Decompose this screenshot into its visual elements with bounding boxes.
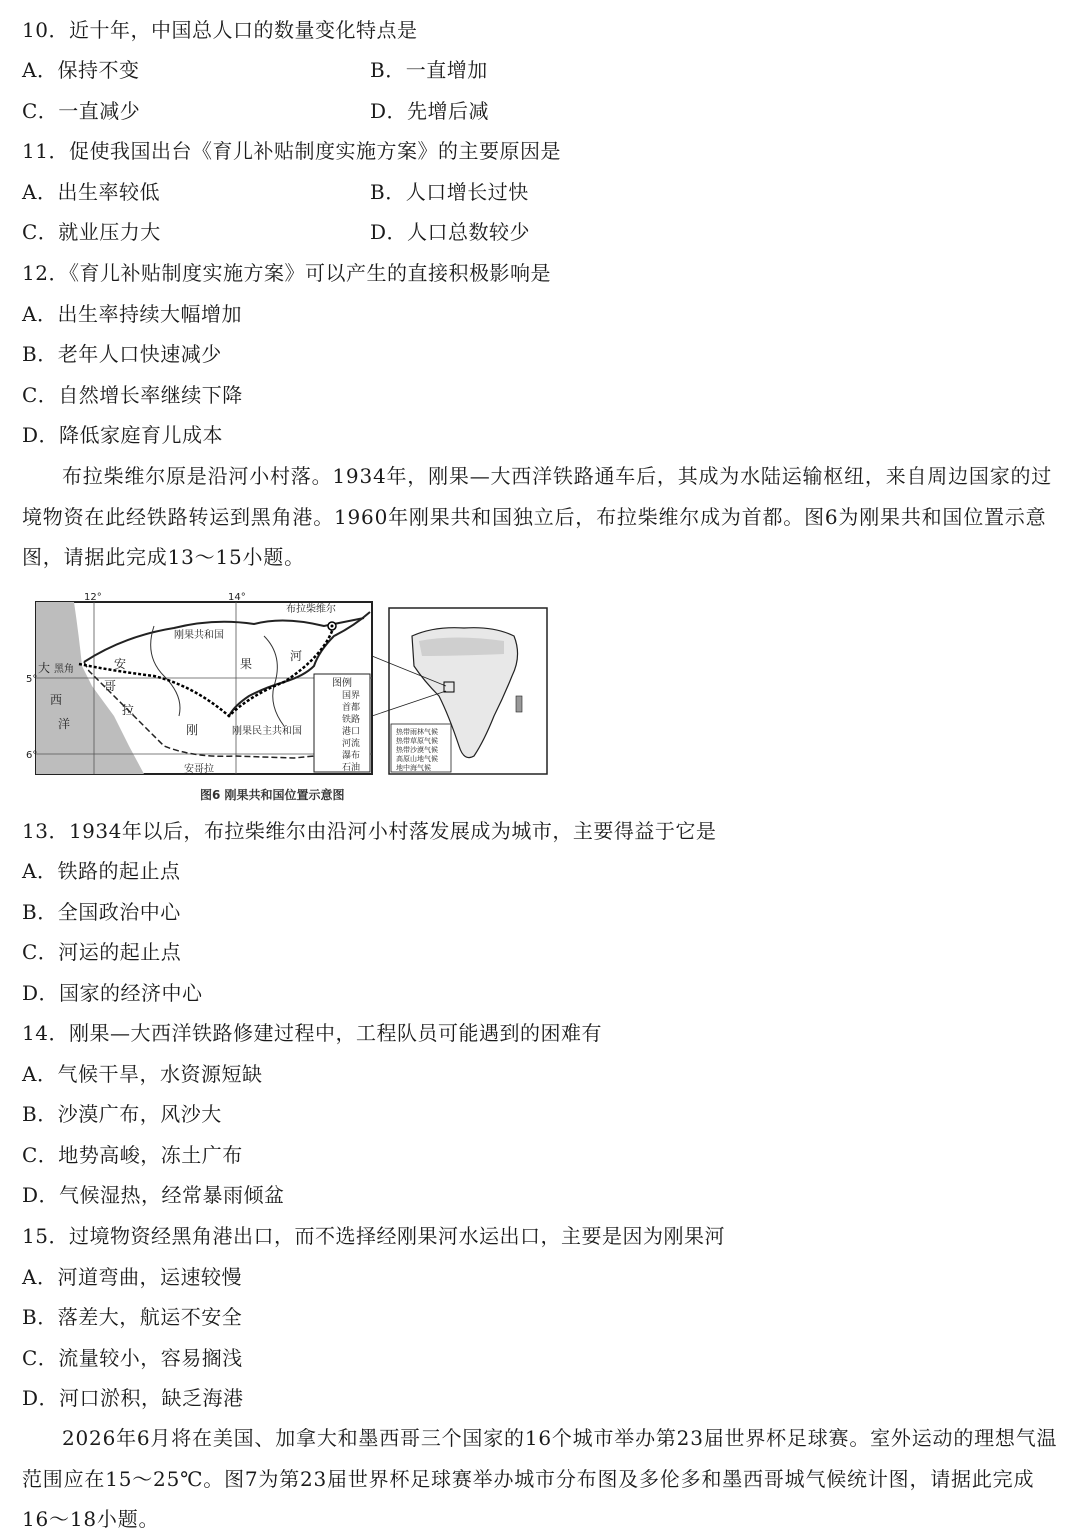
lat-5-label: 5°	[26, 674, 38, 685]
climate-legend-1: 热带雨林气候	[396, 728, 438, 736]
climate-legend-3: 热带沙漠气候	[396, 746, 438, 754]
label-gang: 刚	[186, 723, 199, 737]
q15-stem: 15．过境物资经黑角港出口，而不选择经刚果河水运出口，主要是因为刚果河	[22, 1224, 725, 1248]
legend-title: 图例	[332, 678, 352, 689]
climate-legend-5: 地中海气候	[396, 764, 431, 772]
legend-river: 河流	[342, 739, 361, 749]
q12-option-b: B．老年人口快速减少	[22, 342, 222, 366]
q13-option-b: B．全国政治中心	[22, 900, 181, 924]
legend-port: 港口	[342, 727, 361, 737]
q13-option-d: D．国家的经济中心	[22, 981, 203, 1005]
q13-option-c: C．河运的起止点	[22, 940, 182, 964]
lat-6-label: 6°	[26, 750, 38, 761]
q12-option-a: A．出生率持续大幅增加	[22, 302, 242, 326]
q10-option-a: A．保持不变	[22, 58, 140, 82]
q15-option-c: C．流量较小，容易搁浅	[22, 1346, 243, 1370]
q12-stem: 12．《育儿补贴制度实施方案》可以产生的直接积极影响是	[22, 261, 551, 285]
figure-6-caption: 图6 刚果共和国位置示意图	[200, 788, 345, 802]
legend-capital: 首都	[342, 703, 361, 713]
q11-option-d: D．人口总数较少	[370, 220, 531, 244]
label-brazzaville: 布拉柴维尔	[286, 604, 336, 615]
q11-stem: 11．促使我国出台《育儿补贴制度实施方案》的主要原因是	[22, 139, 561, 163]
q13-option-a: A．铁路的起止点	[22, 859, 181, 883]
q14-option-a: A．气候干旱，水资源短缺	[22, 1062, 263, 1086]
q14-stem: 14．刚果—大西洋铁路修建过程中，工程队员可能遇到的困难有	[22, 1021, 602, 1045]
lon-12-label: 12°	[84, 592, 102, 603]
label-drc: 刚果民主共和国	[232, 726, 302, 737]
label-ocean-1: 大	[38, 661, 51, 675]
q11-option-b: B．人口增长过快	[370, 180, 529, 204]
legend-waterfall: 瀑布	[342, 751, 361, 761]
q10-stem: 10．近十年，中国总人口的数量变化特点是	[22, 18, 418, 42]
q12-option-c: C．自然增长率继续下降	[22, 383, 243, 407]
q10-option-d: D．先增后减	[370, 99, 490, 123]
q10-option-c: C．一直减少	[22, 99, 141, 123]
legend-railway: 铁路	[342, 715, 361, 725]
lon-14-label: 14°	[228, 592, 246, 603]
q14-option-b: B．沙漠广布，风沙大	[22, 1102, 222, 1126]
legend-border: 国界	[342, 691, 361, 701]
q13-stem: 13．1934年以后，布拉柴维尔由沿河小村落发展成为城市，主要得益于它是	[22, 819, 717, 843]
label-congo-republic: 刚果共和国	[174, 630, 224, 641]
label-la: 拉	[122, 703, 135, 717]
q10-option-b: B．一直增加	[370, 58, 488, 82]
label-he: 河	[290, 649, 303, 663]
label-ocean-2: 西	[50, 693, 63, 707]
climate-legend-4: 高原山地气候	[396, 755, 438, 763]
label-ocean-3: 洋	[58, 717, 71, 731]
label-pointe-noire: 黑角	[54, 664, 74, 675]
q14-option-c: C．地势高峻，冻土广布	[22, 1143, 243, 1167]
figure-6-map	[26, 592, 554, 785]
legend-oil: 石油	[342, 763, 361, 773]
q11-option-c: C．就业压力大	[22, 220, 161, 244]
label-ge: 哥	[104, 679, 117, 693]
label-guo: 果	[240, 657, 253, 671]
q11-option-a: A．出生率较低	[22, 180, 160, 204]
passage-world-cup: 2026年6月将在美国、加拿大和墨西哥三个国家的16个城市举办第23届世界杯足球赛。室外运动的理想气温范围应在15～25℃。图7为第23届世界杯足球赛举办城市分布图及多伦多和墨西哥城气候统计图，请据此完成16～18小题。	[22, 1426, 1058, 1531]
q15-option-b: B．落差大，航运不安全	[22, 1305, 243, 1329]
q12-option-d: D．降低家庭育儿成本	[22, 423, 224, 447]
label-an: 安	[114, 657, 127, 671]
q15-option-d: D．河口淤积，缺乏海港	[22, 1386, 244, 1410]
passage-brazzaville: 布拉柴维尔原是沿河小村落。1934年，刚果—大西洋铁路通车后，其成为水陆运输枢纽，来自周边国家的过境物资在此经铁路转运到黑角港。1960年刚果共和国独立后，布拉柴维尔成为首都。图6为刚果共和国位置示意图，请据此完成13～15小题。	[22, 464, 1053, 569]
q15-option-a: A．河道弯曲，运速较慢	[22, 1265, 242, 1289]
q14-option-d: D．气候湿热，经常暴雨倾盆	[22, 1183, 285, 1207]
climate-legend-2: 热带草原气候	[396, 737, 438, 745]
label-angola: 安哥拉	[184, 764, 214, 775]
